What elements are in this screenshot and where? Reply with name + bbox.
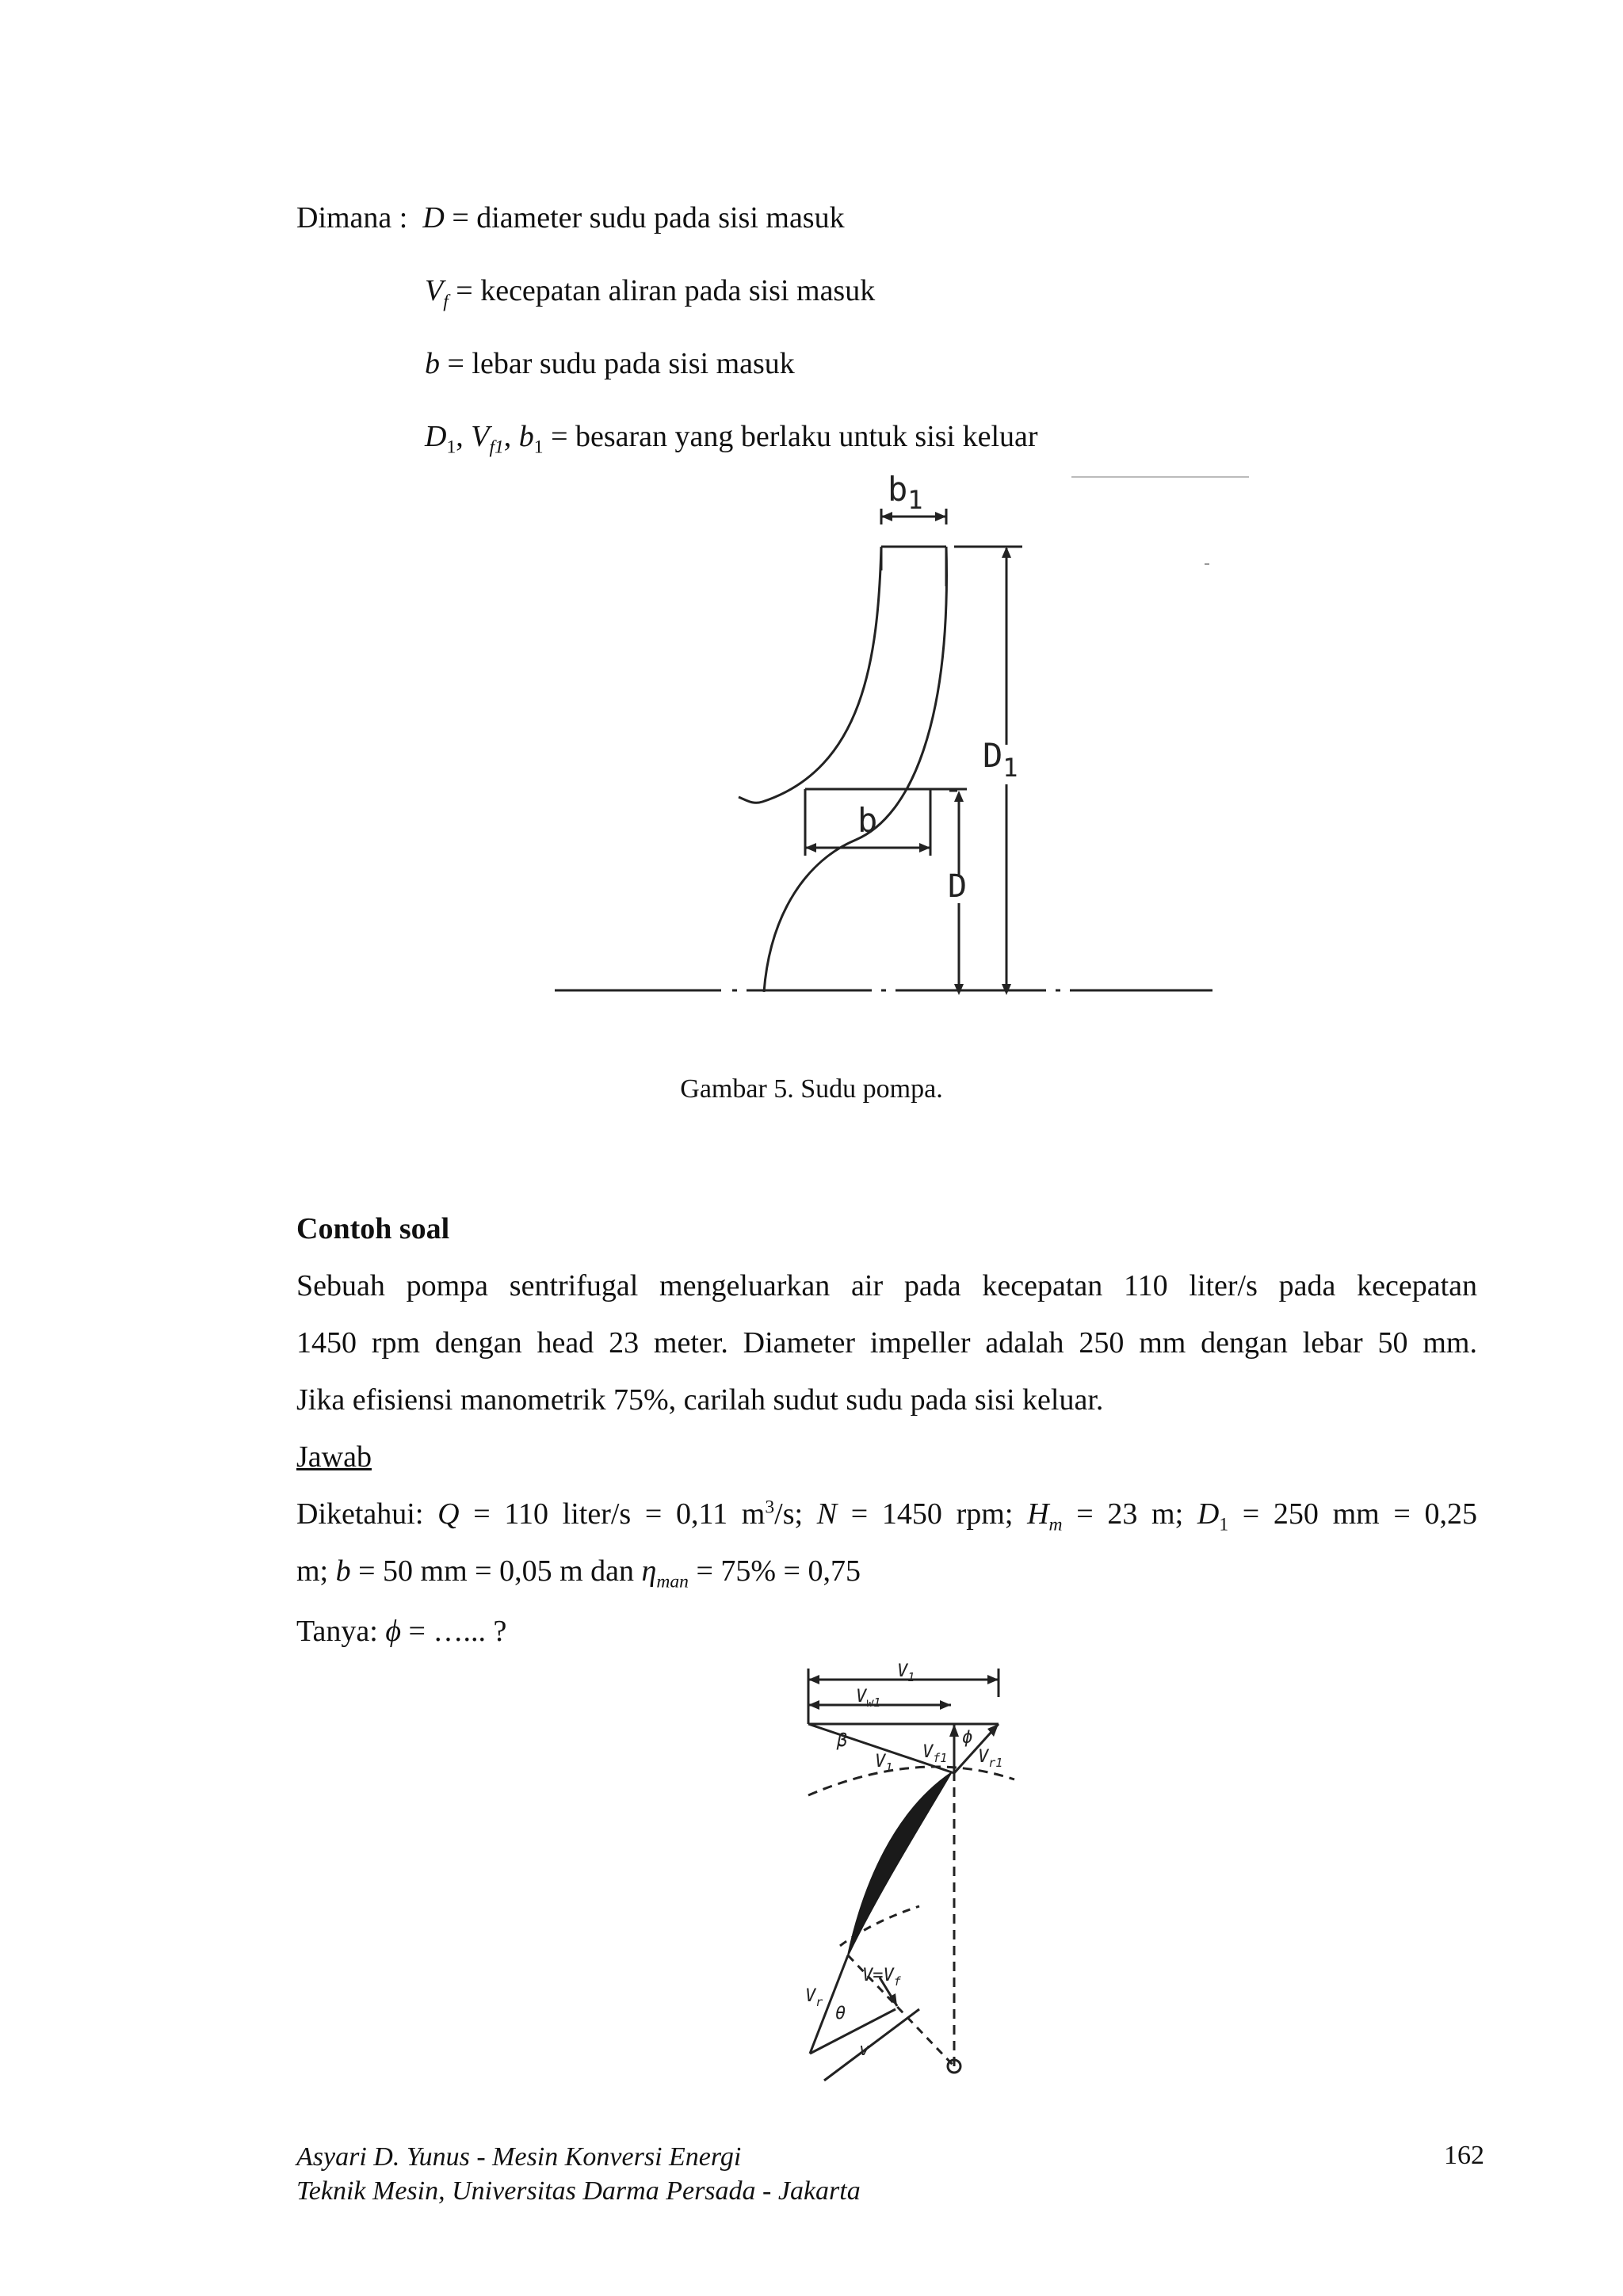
vf1-label: $V_{f1}$ (922, 1742, 948, 1765)
footer-institution: Teknik Mesin, Universitas Darma Persada - Jakarta (296, 2176, 861, 2206)
page-number: 162 (1444, 2141, 1484, 2170)
b-label: b (857, 801, 878, 840)
h-subscript: m (1048, 1514, 1063, 1535)
d-label: D (948, 868, 968, 905)
blade-shroud-curve (739, 547, 881, 803)
separator: , (503, 420, 519, 453)
vf1-subscript: f1 (489, 437, 504, 458)
cube-superscript: 3 (765, 1497, 775, 1518)
given-line2-start: m; (296, 1554, 336, 1588)
phi-label: ϕ (962, 1728, 973, 1748)
b1-subscript: 1 (533, 437, 544, 458)
velocity-triangle-diagram (761, 1661, 1046, 2104)
example-heading: Contoh soal (296, 1212, 450, 1245)
definition-outlet (425, 420, 1038, 458)
impeller-blade (848, 1773, 951, 1955)
answer-label: Jawab (296, 1440, 372, 1474)
b-description: = lebar sudu pada sisi masuk (440, 347, 795, 380)
d-description: = diameter sudu pada sisi masuk (444, 201, 845, 235)
q-value: = 110 liter/s = 0,11 m (459, 1497, 766, 1531)
lower-triangle-edge (810, 2009, 896, 2054)
footer-author: Asyari D. Yunus - Mesin Konversi Energi (296, 2142, 742, 2172)
beta-label: β (837, 1731, 848, 1751)
eta-value: = 75% = 0,75 (688, 1554, 861, 1588)
given-prefix: Diketahui: (296, 1497, 438, 1531)
q-symbol: Q (437, 1497, 460, 1531)
asked-line (296, 1616, 506, 1646)
vf-subscript: f (443, 291, 449, 312)
definition-b (425, 349, 795, 379)
n-value: = 1450 rpm; (837, 1497, 1028, 1531)
d1-subscript: 1 (1219, 1514, 1229, 1535)
separator: , (456, 420, 472, 453)
b1-symbol: b (518, 420, 534, 453)
phi-symbol: ϕ (385, 1615, 402, 1648)
d-symbol: D (422, 201, 445, 235)
vf-symbol: V (425, 274, 444, 307)
v-equals-vf-label: $V=V_f$ (862, 1966, 901, 1989)
d1-symbol: D (425, 420, 447, 453)
asked-rest: = …... ? (401, 1615, 507, 1648)
footer (296, 2141, 861, 2208)
dimana-label: Dimana : (296, 201, 408, 235)
d1-symbol: D (1197, 1497, 1220, 1531)
definition-d (296, 203, 845, 233)
d1-label: $D_1$ (983, 736, 1018, 783)
problem-line-3: Jika efisiensi manometrik 75%, carilah sudut sudu pada sisi keluar. (296, 1383, 1104, 1417)
b-symbol: b (425, 347, 440, 380)
vf1-symbol: V (471, 420, 490, 453)
blade-hub-curve (764, 547, 946, 992)
eta-symbol: η (641, 1554, 657, 1588)
outlet-description: = besaran yang berlaku untuk sisi keluar (543, 420, 1038, 453)
v1-triangle-label: $V_1$ (875, 1752, 893, 1775)
vf-description: = kecepatan aliran pada sisi masuk (448, 274, 876, 307)
problem-line-2: 1450 rpm dengan head 23 meter. Diameter impeller adalah 250 mm dengan lebar 50 mm. (296, 1326, 1477, 1360)
q-unit-tail: /s; (774, 1497, 817, 1531)
h-symbol: H (1027, 1497, 1049, 1531)
v1-label: $V_1$ (897, 1661, 915, 1684)
d1-value: = 250 mm = 0,25 (1228, 1497, 1478, 1531)
eta-subscript: man (656, 1571, 689, 1592)
v-label: v (859, 2040, 870, 2060)
asked-prefix: Tanya: (296, 1615, 386, 1648)
n-symbol: N (816, 1497, 838, 1531)
vr-label: $V_r$ (805, 1986, 823, 2009)
b-value: = 50 mm = 0,05 m dan (350, 1554, 642, 1588)
problem-line-1: Sebuah pompa sentrifugal mengeluarkan air pada kecepatan 110 liter/s pada kecepatan (296, 1269, 1477, 1302)
h-value: = 23 m; (1062, 1497, 1197, 1531)
outer-circle-arc (808, 1767, 1014, 1795)
given-line-2 (296, 1554, 861, 1592)
vr1-label: $V_{r1}$ (978, 1747, 1003, 1770)
b1-label: $b_1$ (888, 470, 923, 515)
b-symbol: b (335, 1554, 351, 1588)
vw1-label: $V_{w1}$ (856, 1687, 881, 1710)
figure-caption: Gambar 5. Sudu pompa. (680, 1074, 943, 1104)
d1-subscript: 1 (446, 437, 456, 458)
pump-blade-figure (539, 460, 1252, 1014)
given-line-1 (296, 1497, 1478, 1535)
theta-label: θ (835, 2004, 846, 2023)
definition-vf (425, 274, 876, 312)
